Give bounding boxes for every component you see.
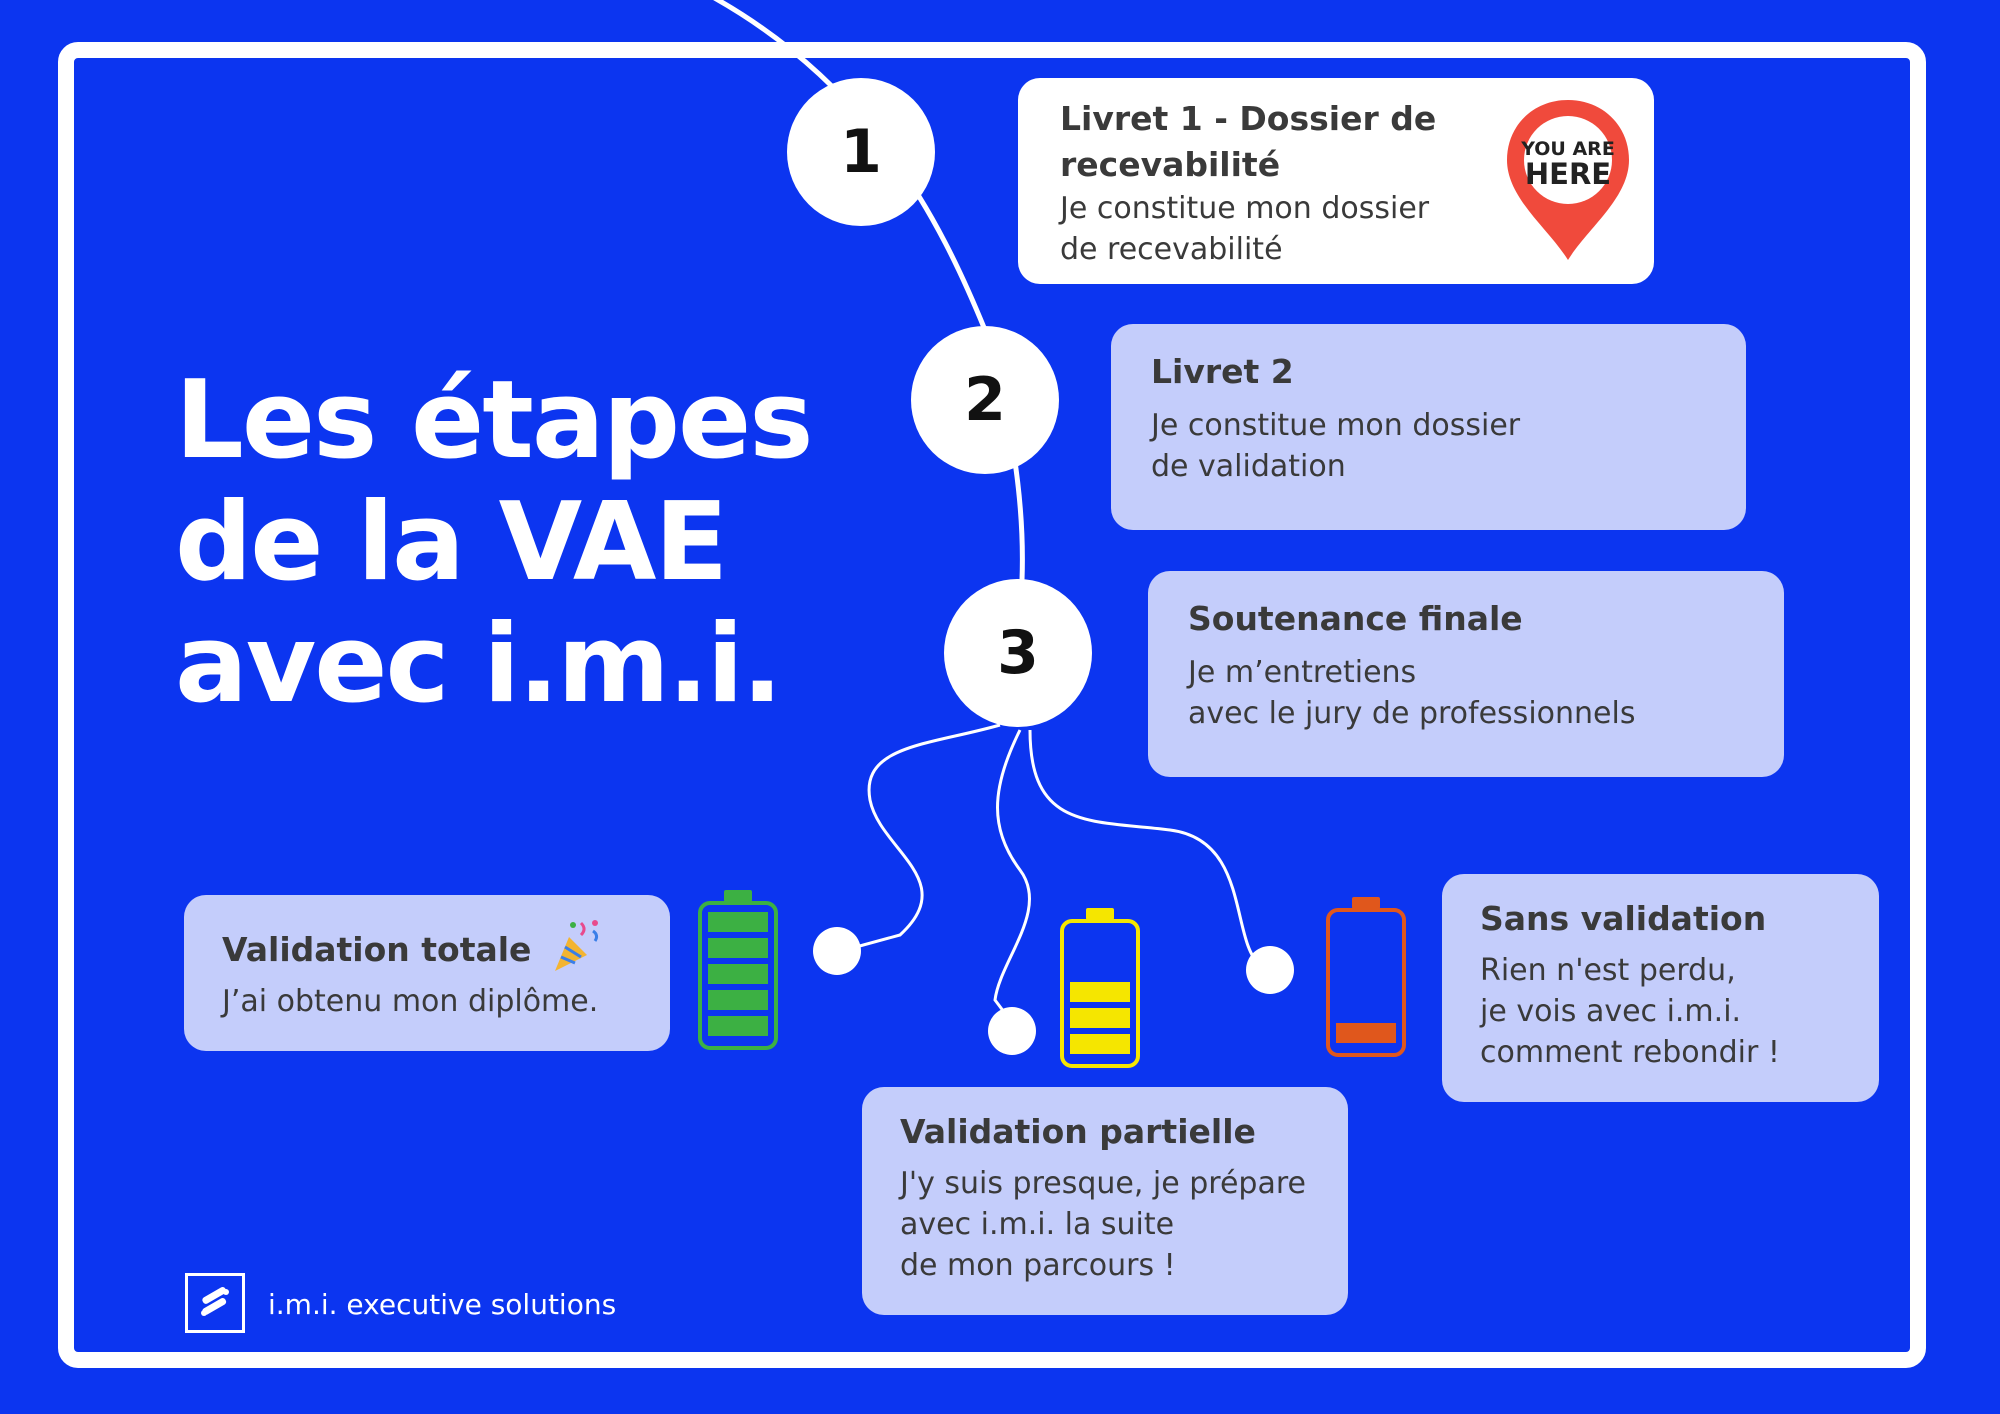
outcome-partial-card [862,1087,1348,1315]
outcome-total-heading: Validation totale [222,930,532,969]
outcome-partial-text-line-3: de mon parcours ! [900,1248,1176,1283]
outcome-none-text-line-2: je vois avec i.m.i. [1480,994,1742,1029]
title-line-1: Les étapes [175,358,812,483]
outcome-partial-dot [988,1007,1036,1055]
outcome-partial-heading: Validation partielle [900,1112,1256,1151]
step-1-card [1018,78,1654,284]
step-3-card [1148,571,1784,777]
battery-low-icon [1324,895,1408,1059]
map-pin-icon [1503,98,1633,263]
step-1-heading-line-1: Livret 1 - Dossier de [1060,99,1437,138]
step-2-text-line-1: Je constitue mon dossier [1151,408,1521,443]
step-3-number: 3 [944,579,1092,727]
outcome-total-card [184,895,670,1051]
imi-logo-icon [185,1273,245,1333]
outcome-total-dot [813,927,861,975]
step-3-text-line-1: Je m’entretiens [1188,655,1417,690]
outcome-none-heading: Sans validation [1480,899,1767,938]
outcome-none-text-line-3: comment rebondir ! [1480,1035,1780,1070]
outcome-none-text-line-1: Rien n'est perdu, [1480,953,1736,988]
outcome-total-text: J’ai obtenu mon diplôme. [222,984,599,1019]
outcome-partial-text-line-1: J'y suis presque, je prépare [900,1166,1306,1201]
step-1-heading-line-2: recevabilité [1060,145,1281,184]
title-line-3: avec i.m.i. [175,602,781,727]
step-1-number: 1 [787,78,935,226]
step-1-text-line-2: de recevabilité [1060,232,1283,267]
step-2-text-line-2: de validation [1151,449,1346,484]
outcome-partial-text-line-2: avec i.m.i. la suite [900,1207,1175,1242]
battery-full-icon [696,888,780,1052]
badge-line-2: HERE [1524,157,1612,191]
page-title [175,358,812,727]
step-2-heading: Livret 2 [1151,352,1294,391]
battery-partial-icon [1058,906,1142,1070]
outcome-none-dot [1246,946,1294,994]
badge-line-1: YOU ARE [1521,138,1615,160]
step-2-number: 2 [911,326,1059,474]
brand-name: i.m.i. executive solutions [268,1288,617,1321]
step-2-card [1111,324,1746,530]
step-3-text-line-2: avec le jury de professionnels [1188,696,1636,731]
party-popper-icon [551,917,603,973]
title-line-2: de la VAE [175,480,727,605]
outcome-none-card [1442,874,1879,1102]
step-3-heading: Soutenance finale [1188,599,1523,638]
step-1-text-line-1: Je constitue mon dossier [1060,191,1430,226]
